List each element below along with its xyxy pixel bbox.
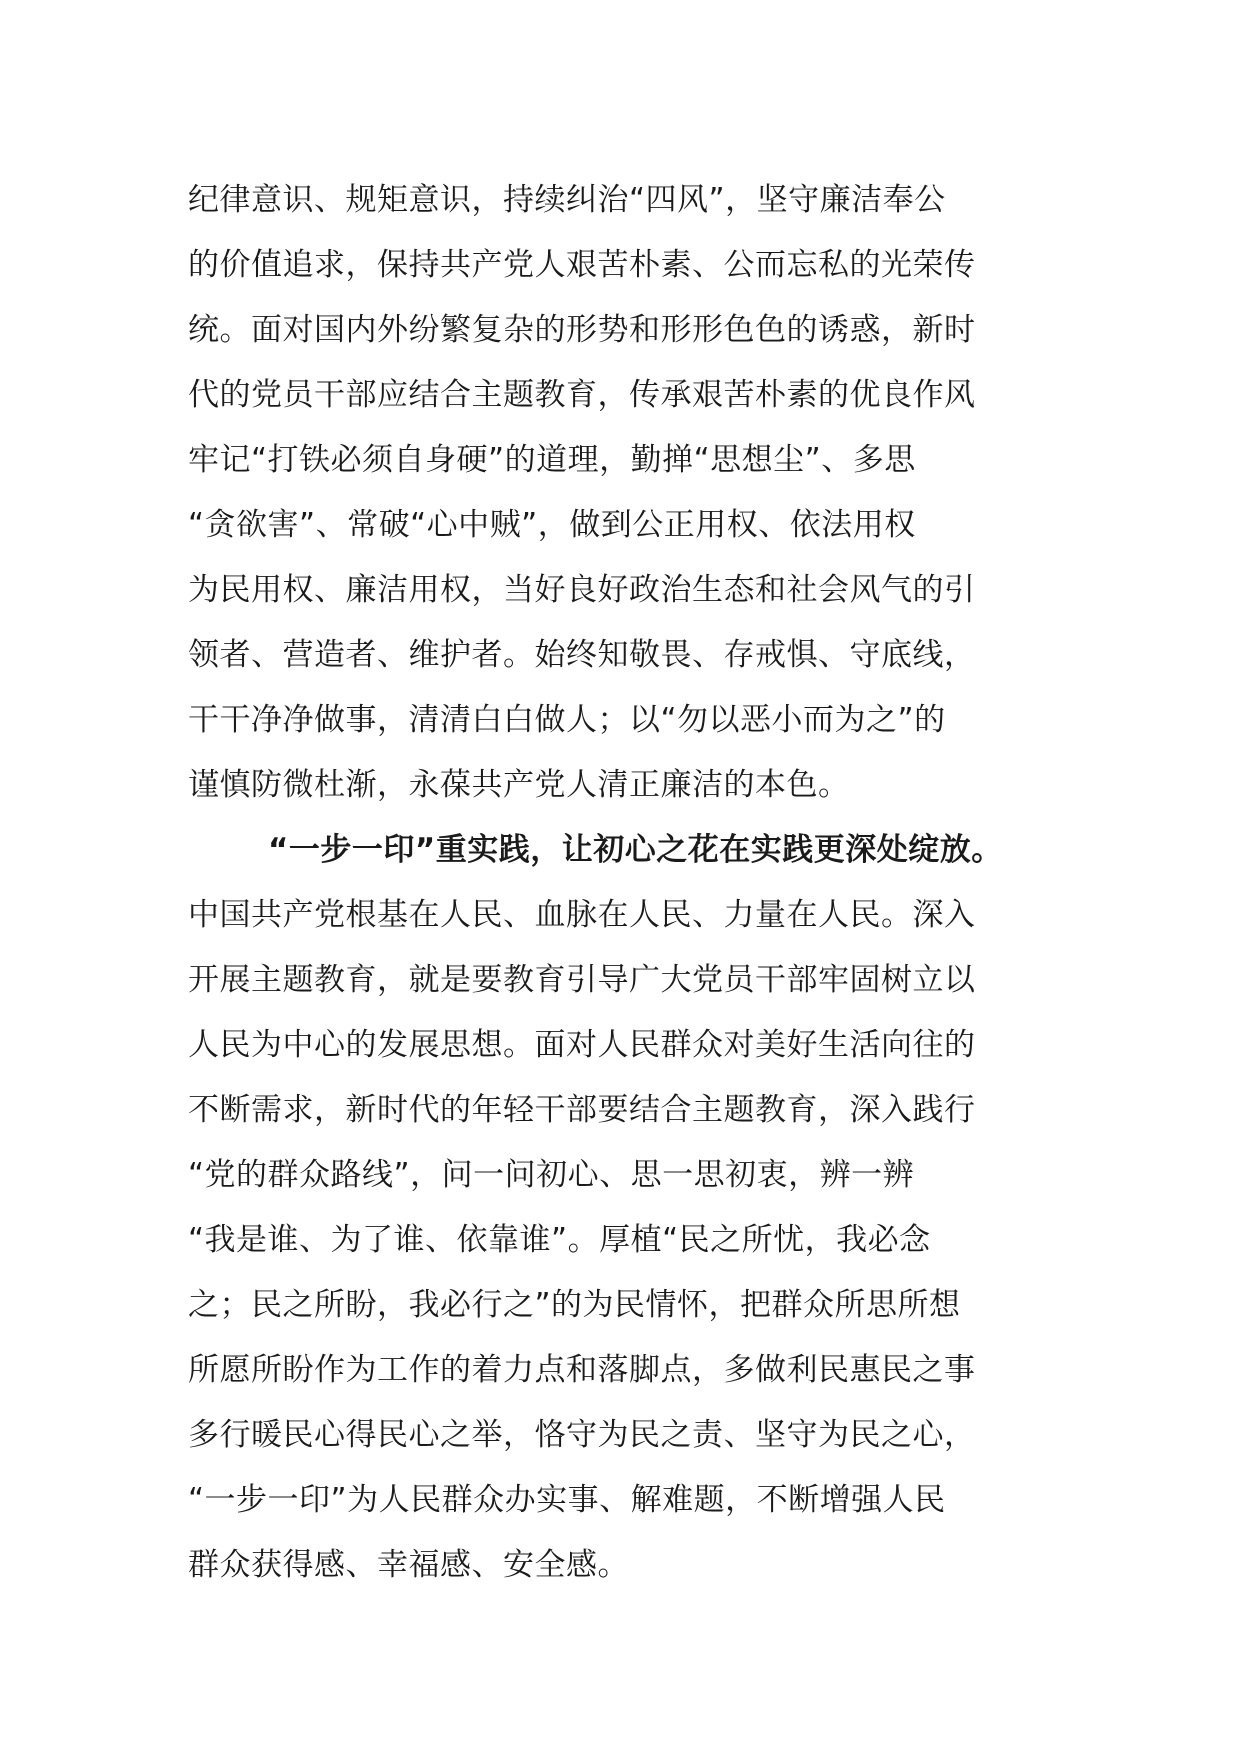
text-line: 谨慎防微杜渐，永葆共产党人清正廉洁的本色。 <box>188 767 850 803</box>
body-text <box>188 168 1068 1598</box>
text-line: 干干净净做事，清清白白做人；以“勿以恶小而为之”的 <box>188 702 946 738</box>
text-line: 所愿所盼作为工作的着力点和落脚点，多做利民惠民之事 <box>188 1352 976 1388</box>
text-line: 牢记“打铁必须自身硬”的道理，勤掸“思想尘”、多思 <box>188 442 916 478</box>
text-line: “我是谁、为了谁、依靠谁”。厚植“民之所忧，我必念 <box>188 1222 931 1258</box>
text-line: 领者、营造者、维护者。始终知敬畏、存戒惧、守底线， <box>188 637 976 673</box>
text-line: 中国共产党根基在人民、血脉在人民、力量在人民。深入 <box>188 897 976 933</box>
text-line: 为民用权、廉洁用权，当好良好政治生态和社会风气的引 <box>188 572 976 608</box>
text-line: 纪律意识、规矩意识，持续纠治“四风”，坚守廉洁奉公 <box>188 182 946 218</box>
paragraph-1 <box>188 168 1068 818</box>
text-line: 群众获得感、幸福感、安全感。 <box>188 1547 629 1583</box>
section-lead-sentence: “一步一印”重实践，让初心之花在实践更深处绽放。 <box>268 832 1003 868</box>
text-line: “一步一印”为人民群众办实事、解难题，不断增强人民 <box>188 1482 946 1518</box>
text-line: 人民为中心的发展思想。面对人民群众对美好生活向往的 <box>188 1027 976 1063</box>
text-line: “贪欲害”、常破“心中贼”，做到公正用权、依法用权 <box>188 507 916 543</box>
text-line: 不断需求，新时代的年轻干部要结合主题教育，深入践行 <box>188 1092 976 1128</box>
text-line: 统。面对国内外纷繁复杂的形势和形形色色的诱惑，新时 <box>188 312 976 348</box>
text-line: 开展主题教育，就是要教育引导广大党员干部牢固树立以 <box>188 962 976 998</box>
text-line: 代的党员干部应结合主题教育，传承艰苦朴素的优良作风 <box>188 377 976 413</box>
text-line: 的价值追求，保持共产党人艰苦朴素、公而忘私的光荣传 <box>188 247 976 283</box>
text-line: “党的群众路线”，问一问初心、思一思初衷，辨一辨 <box>188 1157 915 1193</box>
text-line: 多行暖民心得民心之举，恪守为民之责、坚守为民之心， <box>188 1417 976 1453</box>
text-line: 之；民之所盼，我必行之”的为民情怀，把群众所思所想 <box>188 1287 961 1323</box>
paragraph-2 <box>188 818 1068 1598</box>
